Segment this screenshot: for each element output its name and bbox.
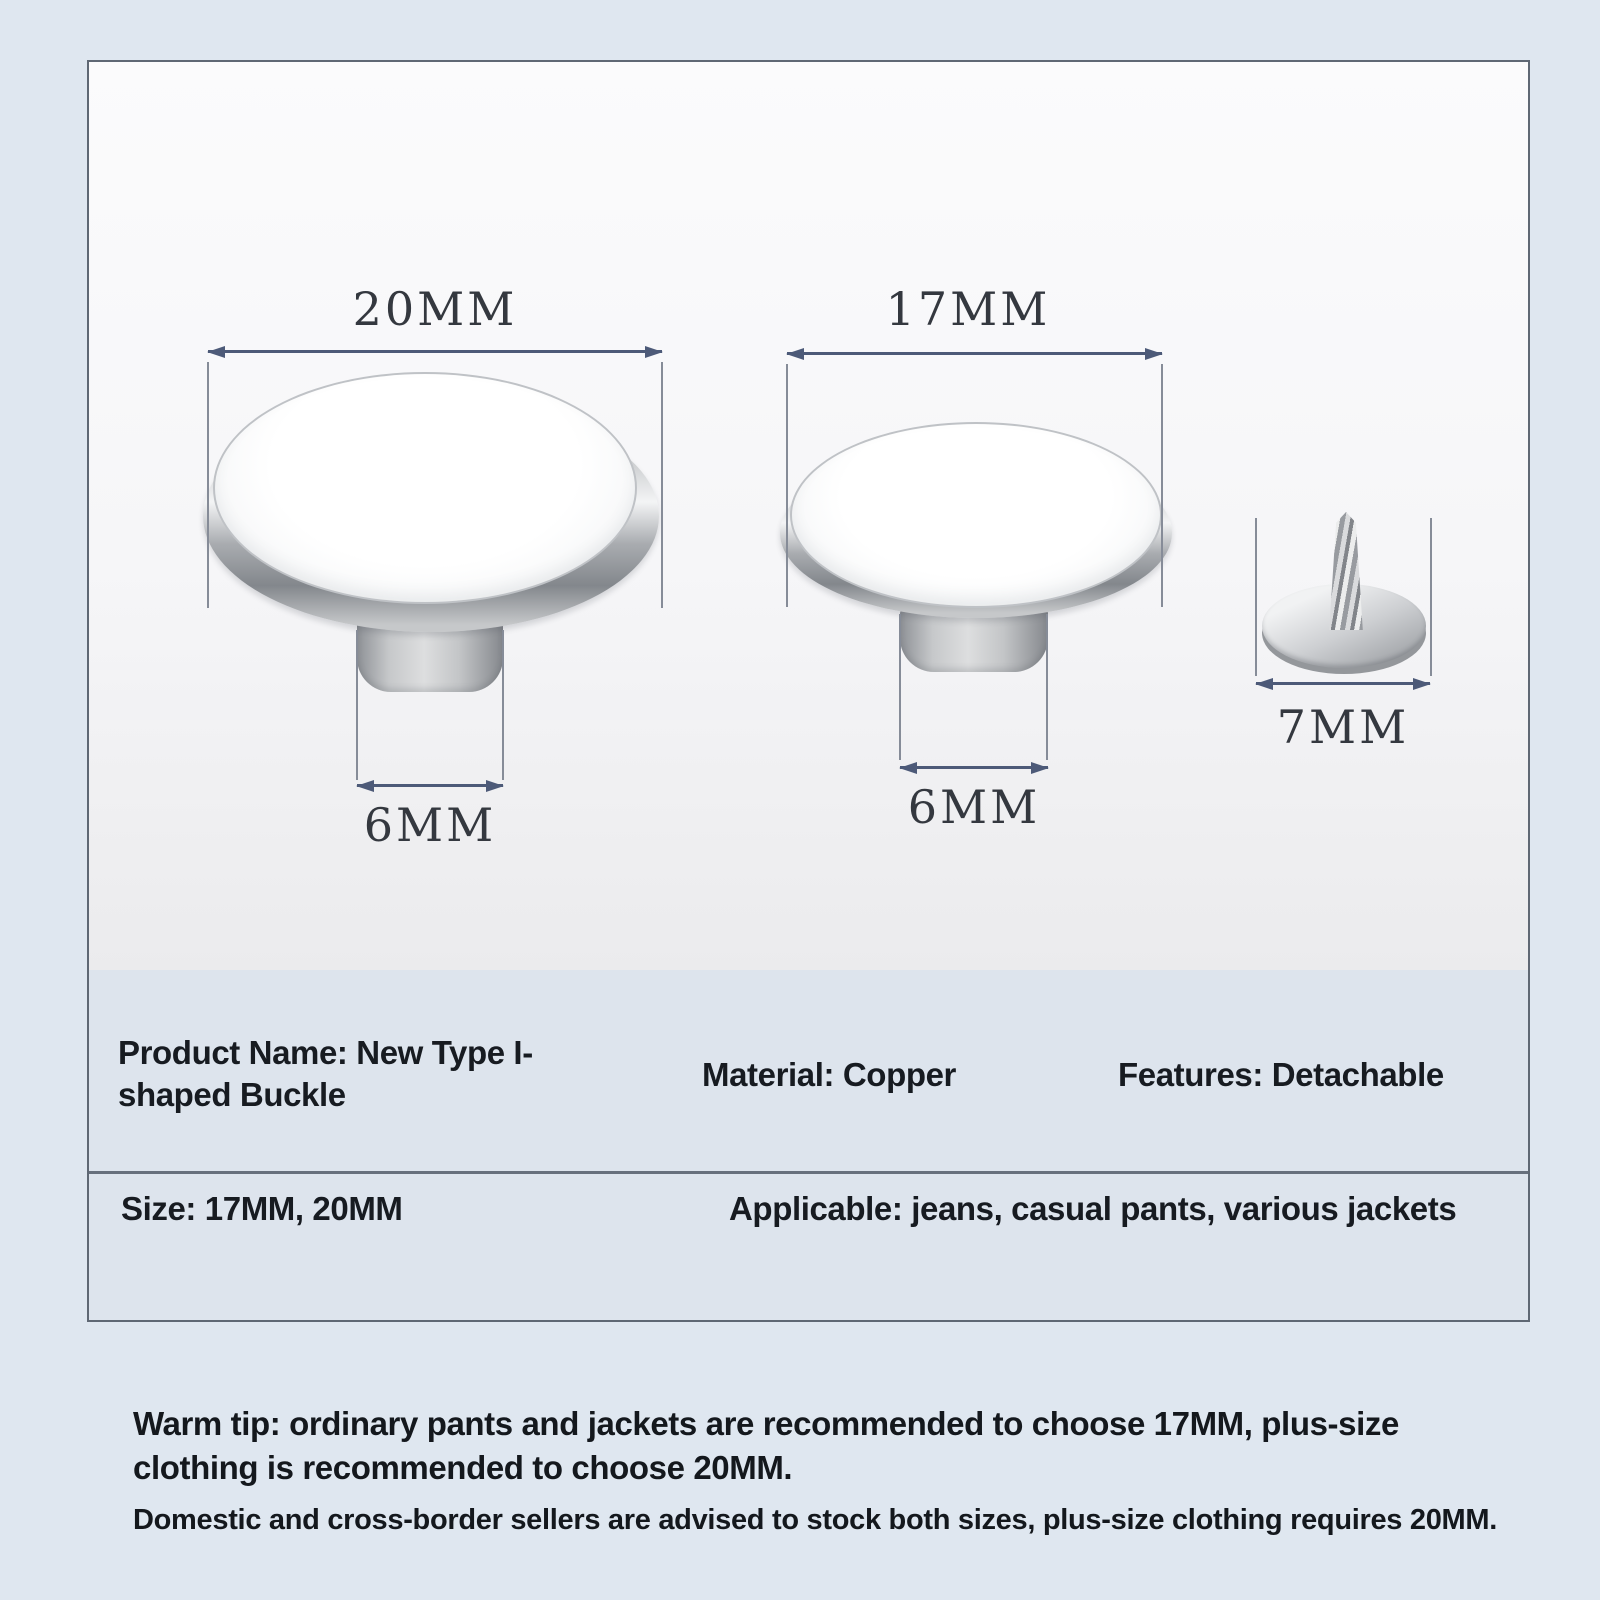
extension-line [356, 630, 358, 780]
warm-tip-text: Warm tip: ordinary pants and jackets are recommended to choose 17MM, plus-size clothing is recommended to choose 20MM. [133, 1405, 1399, 1486]
spec-features: Features: Detachable [1118, 1056, 1444, 1093]
extension-line [1161, 364, 1163, 607]
spec-product-name: Product Name: New Type I-shaped Buckle [118, 1034, 533, 1114]
extension-line [786, 364, 788, 607]
extension-line [1430, 518, 1432, 676]
spec-applicable: Applicable: jeans, casual pants, various jackets [729, 1190, 1457, 1227]
extension-line [207, 362, 209, 608]
photo-area [89, 62, 1528, 970]
extension-line [1046, 614, 1048, 760]
screw-base-label: 7MM [1276, 700, 1410, 754]
extension-line [899, 614, 901, 760]
spec-size: Size: 17MM, 20MM [121, 1190, 403, 1227]
large-button-stem-label: 6MM [363, 798, 497, 852]
extension-line [502, 630, 504, 780]
seller-note-text: Domestic and cross-border sellers are advised to stock both sizes, plus-size clothing requires 20MM. [133, 1504, 1498, 1536]
small-button-diameter-label: 17MM [885, 282, 1051, 336]
spec-table [89, 970, 1528, 1320]
large-button-diameter-arrow [208, 350, 662, 353]
small-button-stem-label: 6MM [907, 780, 1041, 834]
spec-material: Material: Copper [702, 1056, 956, 1093]
large-button-stem-arrow [357, 784, 503, 787]
main-panel [87, 60, 1530, 1322]
large-button-top-face [213, 372, 637, 604]
small-button-top-face [790, 422, 1162, 608]
small-button-diameter-arrow [787, 352, 1162, 355]
extension-line [661, 362, 663, 608]
small-button-stem-arrow [900, 766, 1048, 769]
extension-line [1255, 518, 1257, 676]
large-button-diameter-label: 20MM [352, 282, 518, 336]
screw-base-arrow [1256, 682, 1430, 685]
spec-row-divider [89, 1171, 1528, 1174]
